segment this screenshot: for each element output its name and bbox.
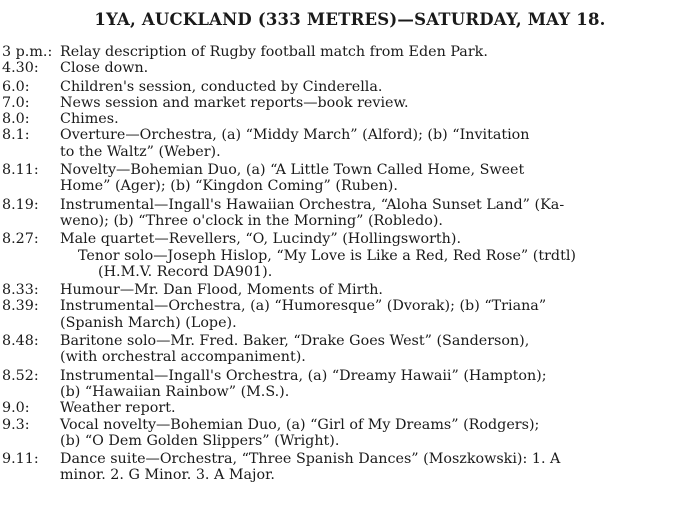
entry-time: 7.0:	[2, 94, 30, 111]
programme-list	[2, 44, 696, 484]
programme-entry	[2, 127, 696, 160]
entry-text: Tenor solo—Joseph Hislop, “My Love is Like a Red, Red Rose” (trdtl)	[78, 247, 576, 264]
programme-entry	[2, 44, 696, 60]
entry-time: 8.1:	[2, 127, 30, 144]
entry-time: 8.39:	[2, 298, 39, 315]
entry-text: Weather report.	[60, 400, 176, 417]
entry-text: Instrumental—Orchestra, (a) “Humoresque” (Dvorak); (b) “Triana”	[60, 298, 547, 315]
entry-text: Chimes.	[60, 111, 119, 128]
entry-text-continued: to the Waltz” (Weber).	[60, 143, 221, 160]
entry-text: Humour—Mr. Dan Flood, Moments of Mirth.	[60, 282, 383, 299]
programme-entry	[2, 231, 696, 247]
programme-entry	[2, 298, 696, 331]
entry-text-continued: (Spanish March) (Lope).	[60, 314, 237, 331]
entry-text-continued: weno); (b) “Three o'clock in the Morning” (Robledo).	[60, 212, 443, 229]
programme-entry	[2, 197, 696, 230]
entry-time: 8.0:	[2, 111, 30, 128]
programme-entry	[2, 111, 696, 127]
programme-sub-entry	[2, 248, 696, 281]
programme-entry	[2, 282, 696, 298]
programme-entry	[2, 400, 696, 416]
programme-entry	[2, 79, 696, 95]
entry-text: Close down.	[60, 60, 149, 77]
entry-time: 4.30:	[2, 60, 39, 77]
entry-text: Instrumental—Ingall's Orchestra, (a) “Dreamy Hawaii” (Hampton);	[60, 367, 547, 384]
programme-entry	[2, 333, 696, 366]
entry-time: 8.19:	[2, 196, 39, 213]
entry-text: Baritone solo—Mr. Fred. Baker, “Drake Goes West” (Sanderson),	[60, 333, 530, 350]
entry-time: 6.0:	[2, 78, 30, 95]
entry-text-continued: (with orchestral accompaniment).	[60, 349, 306, 366]
entry-text: News session and market reports—book review.	[60, 94, 409, 111]
programme-heading: 1YA, AUCKLAND (333 METRES)—SATURDAY, MAY 18.	[94, 10, 606, 29]
programme-entry	[2, 60, 696, 76]
programme-entry	[2, 417, 696, 450]
entry-time: 8.27:	[2, 231, 39, 248]
entry-time: 8.52:	[2, 367, 39, 384]
entry-time: 3 p.m.:	[2, 44, 53, 60]
programme-entry	[2, 162, 696, 195]
entry-text-continued: (b) “O Dem Golden Slippers” (Wright).	[60, 432, 340, 449]
programme-entry	[2, 368, 696, 401]
entry-text: Dance suite—Orchestra, “Three Spanish Dances” (Moszkowski): 1. A	[60, 451, 561, 468]
entry-text: Novelty—Bohemian Duo, (a) “A Little Town Called Home, Sweet	[60, 162, 525, 179]
programme-entry	[2, 451, 696, 484]
entry-time: 8.48:	[2, 333, 39, 350]
entry-text-continued: Home” (Ager); (b) “Kingdon Coming” (Ruben).	[60, 178, 398, 195]
programme-entry	[2, 95, 696, 111]
entry-text: Relay description of Rugby football match from Eden Park.	[60, 44, 488, 60]
entry-time: 9.0:	[2, 400, 30, 417]
entry-time: 9.3:	[2, 416, 30, 433]
entry-text: Male quartet—Revellers, “O, Lucindy” (Hollingsworth).	[60, 231, 462, 248]
entry-time: 8.11:	[2, 162, 39, 179]
entry-text-continued: minor. 2. G Minor. 3. A Major.	[60, 467, 275, 484]
entry-text: Children's session, conducted by Cinderella.	[60, 78, 383, 95]
entry-text: Overture—Orchestra, (a) “Middy March” (Alford); (b) “Invitation	[60, 127, 530, 144]
entry-text: Vocal novelty—Bohemian Duo, (a) “Girl of My Dreams” (Rodgers);	[60, 416, 540, 433]
entry-text-continued: (b) “Hawaiian Rainbow” (M.S.).	[60, 383, 290, 400]
entry-text: Instrumental—Ingall's Hawaiian Orchestra, “Aloha Sunset Land” (Ka-	[60, 196, 565, 213]
entry-time: 9.11:	[2, 451, 39, 468]
entry-text-continued: (H.M.V. Record DA901).	[98, 263, 273, 280]
entry-time: 8.33:	[2, 282, 39, 299]
